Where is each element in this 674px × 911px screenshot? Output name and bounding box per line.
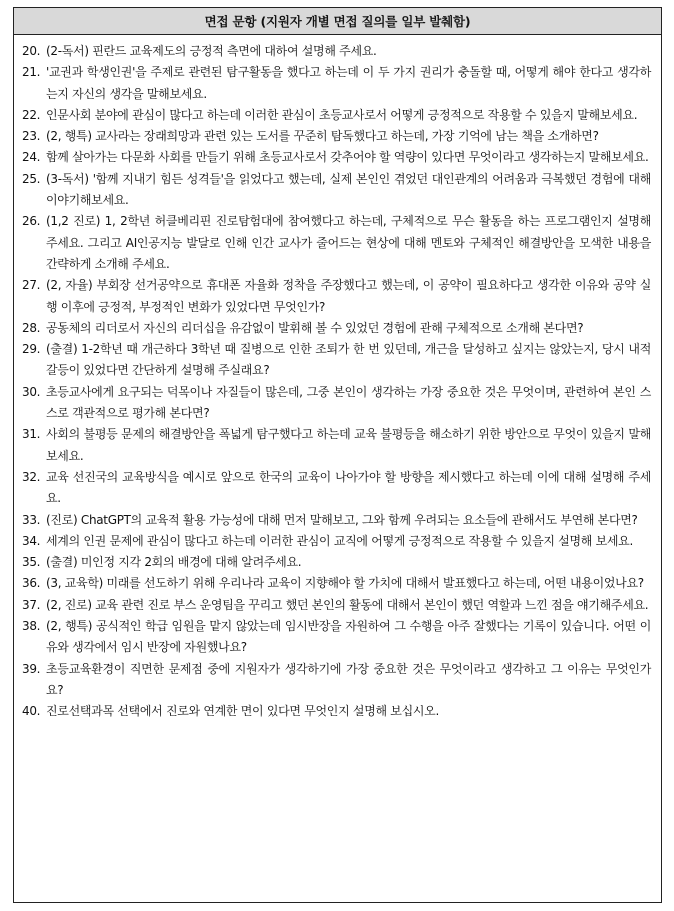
question-text: (2, 자율) 부회장 선거공약으로 휴대폰 자율화 정착을 주장했다고 했는데, 이 공약이 필요하다고 생각한 이유와 공약 실행 이후에 긍정적, 부정적인 변화가 있었다면 무엇인가? — [46, 278, 651, 314]
question-text: (출결) 미인정 지각 2회의 배경에 대해 알려주세요. — [46, 555, 302, 570]
question-text: (3, 교육학) 미래를 선도하기 위해 우리나라 교육이 지향해야 할 가치에 대해서 발표했다고 하는데, 어떤 내용이었나요? — [46, 576, 644, 591]
question-number: 34. — [22, 533, 41, 548]
question-number: 29. — [22, 342, 41, 357]
question-text: 교육 선진국의 교육방식을 예시로 앞으로 한국의 교육이 나아가야 할 방향을 제시했다고 하는데 이에 대해 설명해 주세요. — [46, 469, 651, 506]
question-text: 인문사회 분야에 관심이 많다고 하는데 이러한 관심이 초등교사로서 어떻게 긍정적으로 작용할 수 있을지 말해보세요. — [46, 107, 638, 122]
question-item — [22, 659, 651, 702]
question-item — [22, 339, 651, 382]
question-item — [22, 531, 651, 552]
question-text: 세계의 인권 문제에 관심이 많다고 하는데 이러한 관심이 교직에 어떻게 긍정적으로 작용할 수 있을지 설명해 보세요. — [46, 533, 633, 548]
question-item — [22, 552, 651, 573]
question-item — [22, 275, 651, 318]
question-item — [22, 616, 651, 659]
question-number: 22. — [22, 107, 41, 122]
interview-question-table — [13, 7, 662, 903]
question-text: 공동체의 리더로서 자신의 리더십을 유감없이 발휘해 볼 수 있었던 경험에 관해 구체적으로 소개해 본다면? — [46, 320, 584, 335]
question-item — [22, 126, 651, 147]
question-text: 함께 살아가는 다문화 사회를 만들기 위해 초등교사로서 갖추어야 할 역량이 있다면 무엇이라고 생각하는지 말해보세요. — [46, 150, 649, 165]
question-item — [22, 41, 651, 62]
question-item — [22, 105, 651, 126]
question-number: 33. — [22, 512, 41, 527]
question-number: 32. — [22, 469, 41, 484]
question-number: 26. — [22, 214, 41, 229]
question-text: (1,2 진로) 1, 2학년 허클베리핀 진로탐험대에 참여했다고 하는데, 구체적으로 무슨 활동을 하는 프로그램인지 설명해 주세요. 그리고 AI인공지능 발달로 인해 인간 교사가 줄어드는 현상에 대해 멘토와 구체적인 해결방안을 모색한 내용을 간략하게 소개해 주세요. — [46, 214, 651, 271]
question-number: 28. — [22, 320, 41, 335]
question-item — [22, 573, 651, 594]
question-number: 30. — [22, 384, 41, 399]
question-number: 35. — [22, 555, 41, 570]
question-number: 40. — [22, 704, 41, 719]
question-text: 초등교육환경이 직면한 문제점 중에 지원자가 생각하기에 가장 중요한 것은 무엇이라고 생각하고 그 이유는 무엇인가요? — [46, 661, 651, 697]
question-text: (2, 진로) 교육 관련 진로 부스 운영팀을 꾸리고 했던 본인의 활동에 대해서 본인이 했던 역할과 느낀 점을 얘기해주세요. — [46, 597, 649, 612]
question-number: 21. — [22, 65, 41, 80]
table-header — [14, 8, 661, 35]
question-number: 20. — [22, 44, 41, 58]
question-text: 사회의 불평등 문제의 해결방안을 폭넓게 탐구했다고 하는데 교육 불평등을 해소하기 위한 방안으로 무엇이 있을지 말해보세요. — [46, 427, 651, 463]
question-text: (2, 행특) 교사라는 장래희망과 관련 있는 도서를 꾸준히 탐독했다고 하는데, 가장 기억에 남는 책을 소개하면? — [46, 129, 599, 144]
question-text: (2, 행특) 공식적인 학급 임원을 맡지 않았는데 임시반장을 자원하여 그 수행을 아주 잘했다는 기록이 있습니다. 어떤 이유와 생각에서 임시 반장에 자원했나요? — [46, 619, 651, 655]
question-item — [22, 510, 651, 531]
question-item — [22, 701, 651, 722]
question-number: 31. — [22, 427, 41, 442]
question-number: 38. — [22, 619, 41, 634]
question-text: (2-독서) 핀란드 교육제도의 긍정적 측면에 대하여 설명해 주세요. — [46, 44, 377, 58]
question-item — [22, 318, 651, 339]
question-item — [22, 169, 651, 212]
question-list — [14, 35, 661, 723]
question-item — [22, 467, 651, 510]
question-text: (진로) ChatGPT의 교육적 활용 가능성에 대해 먼저 말해보고, 그와 함께 우려되는 요소들에 관해서도 부연해 본다면? — [46, 512, 638, 527]
question-number: 25. — [22, 171, 41, 186]
question-text: 초등교사에게 요구되는 덕목이나 자질들이 많은데, 그중 본인이 생각하는 가장 중요한 것은 무엇이며, 관련하여 본인 스스로 객관적으로 평가해 본다면? — [46, 384, 651, 421]
question-number: 36. — [22, 576, 41, 591]
question-number: 23. — [22, 129, 41, 144]
question-item — [22, 595, 651, 616]
question-item — [22, 147, 651, 168]
question-item — [22, 424, 651, 467]
question-item — [22, 211, 651, 275]
question-number: 39. — [22, 661, 41, 676]
question-text: '교권과 학생인권'을 주제로 관련된 탐구활동을 했다고 하는데 이 두 가지 권리가 충돌할 때, 어떻게 해야 한다고 생각하는지 자신의 생각을 말해보세요. — [46, 65, 651, 101]
question-text: 진로선택과목 선택에서 진로와 연계한 면이 있다면 무엇인지 설명해 보십시오. — [46, 704, 439, 719]
question-text: (출결) 1-2학년 때 개근하다 3학년 때 질병으로 인한 조퇴가 한 번 있던데, 개근을 달성하고 싶지는 않았는지, 당시 내적갈등이 있었다면 간단하게 설명해 주실래요? — [46, 342, 651, 378]
question-number: 24. — [22, 150, 41, 165]
question-item — [22, 62, 651, 105]
question-number: 27. — [22, 278, 41, 293]
question-item — [22, 382, 651, 425]
table-title: 면접 문항 (지원자 개별 면접 질의를 일부 발췌함) — [204, 14, 471, 29]
question-number: 37. — [22, 597, 41, 612]
question-text: (3-독서) '함께 지내기 힘든 성격들'을 읽었다고 했는데, 실제 본인인 겪었던 대인관계의 어려움과 극복했던 경험에 대해 이야기해보세요. — [46, 171, 651, 208]
